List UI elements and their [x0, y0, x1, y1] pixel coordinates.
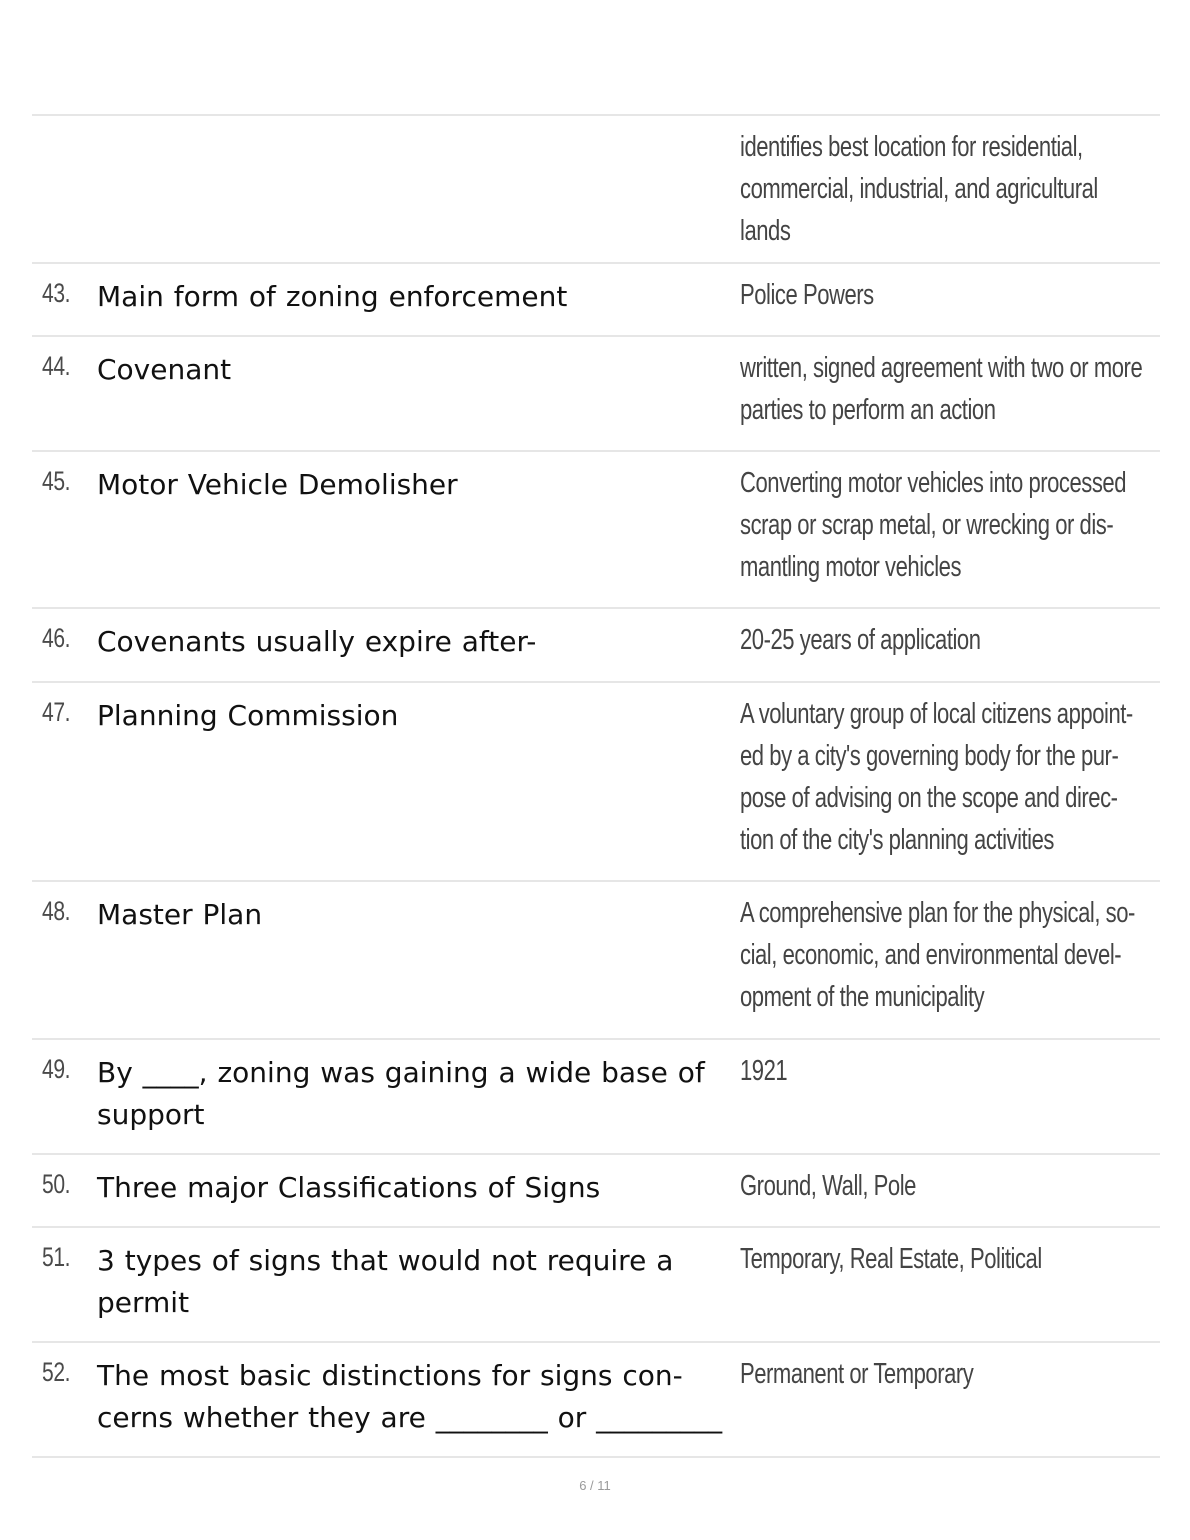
row-number: 47.	[42, 697, 71, 727]
table-row	[32, 452, 1160, 609]
table-row	[32, 1343, 1160, 1458]
row-definition: Converting motor vehicles into processed scrap or scrap metal, or wrecking or dis-mantling motor vehicles	[740, 467, 1127, 583]
row-number: 45.	[42, 466, 71, 496]
row-definition: Temporary, Real Estate, Political	[740, 1243, 1042, 1275]
row-number: 43.	[42, 278, 71, 308]
row-number: 51.	[42, 1242, 71, 1272]
row-term: Covenants usually expire after-	[97, 625, 537, 658]
row-term: Covenant	[97, 353, 232, 386]
page-indicator: 6 / 11	[579, 1478, 611, 1493]
table-row	[32, 337, 1160, 452]
row-term: 3 types of signs that would not require a permit	[97, 1244, 674, 1319]
row-term: Master Plan	[97, 898, 263, 931]
table-row	[32, 683, 1160, 882]
row-term: Planning Commission	[97, 699, 399, 732]
row-term: By ____, zoning was gaining a wide base of support	[97, 1056, 705, 1131]
row-number: 50.	[42, 1169, 71, 1199]
table-row	[32, 1040, 1160, 1155]
row-definition: Police Powers	[740, 279, 874, 311]
row-number: 46.	[42, 623, 71, 653]
row-number: 48.	[42, 896, 71, 926]
row-number: 52.	[42, 1357, 71, 1387]
row-definition: written, signed agreement with two or more parties to perform an action	[740, 352, 1143, 426]
row-number: 44.	[42, 351, 71, 381]
row-term: The most basic distinctions for signs con-cerns whether they are ________ or _________	[97, 1359, 723, 1434]
row-term: Main form of zoning enforcement	[97, 280, 568, 313]
table-row	[32, 1228, 1160, 1343]
row-definition: Ground, Wall, Pole	[740, 1170, 916, 1202]
row-definition: A comprehensive plan for the physical, so-cial, economic, and environmental devel-opment of the municipality	[740, 897, 1135, 1013]
table-row	[32, 882, 1160, 1040]
row-term: Three major Classifications of Signs	[97, 1171, 601, 1204]
table-row	[32, 264, 1160, 337]
row-definition: 1921	[740, 1055, 788, 1087]
row-definition: 20-25 years of application	[740, 624, 981, 656]
table-row	[32, 114, 1160, 264]
row-number: 49.	[42, 1054, 71, 1084]
table-row	[32, 1155, 1160, 1228]
row-definition: Permanent or Temporary	[740, 1358, 974, 1390]
row-definition: A voluntary group of local citizens appoint-ed by a city's governing body for the pur-pose of advising on the scope and direc-tion of the city's planning activities	[740, 698, 1133, 856]
row-definition: identifies best location for residential, commercial, industrial, and agricultural lands	[740, 131, 1098, 247]
row-term: Motor Vehicle Demolisher	[97, 468, 458, 501]
table-row	[32, 609, 1160, 683]
